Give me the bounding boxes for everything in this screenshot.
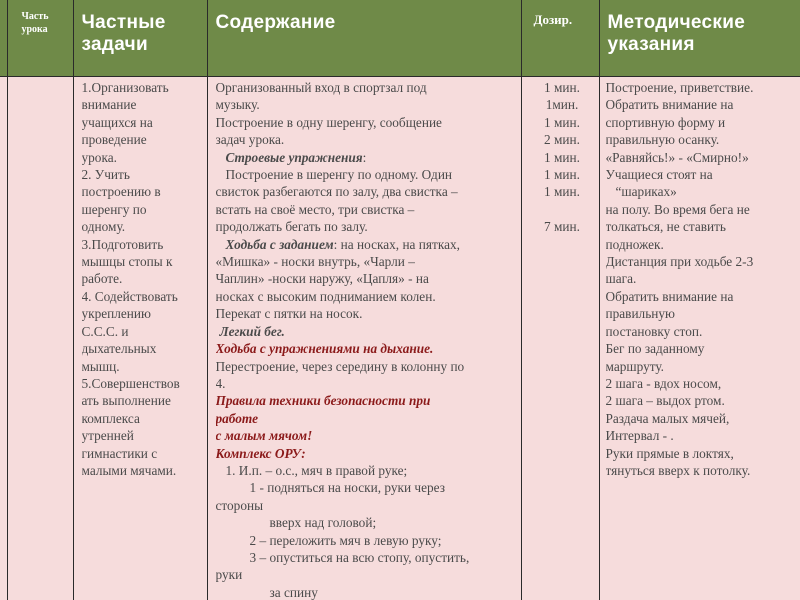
walk-title: Ходьба с заданием xyxy=(225,236,334,252)
method-line: Обратить внимание на xyxy=(605,288,734,304)
content-line: Перестроение, через середину в колонну по xyxy=(215,358,465,374)
header-tasks-line2: задачи xyxy=(81,34,148,55)
header-dose-label: Дозир. xyxy=(533,12,573,27)
task-line: С.С.С. и xyxy=(81,323,129,339)
task-line: мышц. xyxy=(81,358,120,374)
exercise-line: вверх над головой; xyxy=(269,515,377,531)
content-line: Построение в одну шеренгу, сообщение xyxy=(215,114,442,130)
task-line: гимнастики с xyxy=(81,445,158,461)
methods-cell xyxy=(599,77,800,600)
dose-value: 1 мин. xyxy=(544,114,580,130)
method-line: спортивную форму и xyxy=(605,114,726,130)
task-line-text: учащихся на xyxy=(81,114,153,130)
task-line: малыми мячами. xyxy=(81,462,177,478)
drill-colon: : xyxy=(362,149,367,165)
method-line: толкаться, не ставить xyxy=(605,219,726,235)
safety-line: Правила техники безопасности при xyxy=(215,393,431,409)
task-line: комплекса xyxy=(81,410,140,426)
method-line: Руки прямые в локтях, xyxy=(605,445,734,461)
header-tasks xyxy=(73,0,207,77)
walk-heading xyxy=(216,236,517,253)
safety-line: работе xyxy=(215,410,258,426)
safety-line: с малым мячом! xyxy=(215,428,313,444)
content-line: продолжать бегать по залу. xyxy=(215,219,368,235)
method-line: “шариках» xyxy=(615,184,677,200)
content-line: носках с высоким подниманием колен. xyxy=(215,288,436,304)
oru-heading: Комплекс ОРУ: xyxy=(215,445,306,461)
exercise-line: 2 – переложить мяч в левую руку; xyxy=(249,532,442,548)
content-line: «Мишка» - носки внутрь, «Чарли – xyxy=(215,254,415,270)
method-line: правильную xyxy=(605,306,675,322)
header-part-line1: Часть xyxy=(21,11,49,22)
method-line: Построение, приветствие. xyxy=(605,80,754,95)
task-line: утренней xyxy=(81,428,134,444)
dose-cell xyxy=(521,77,599,600)
header-part-line2: урока xyxy=(21,24,48,35)
method-line: 2 шага – выдох ртом. xyxy=(605,393,725,409)
header-gutter xyxy=(0,0,7,77)
task-line: укреплению xyxy=(81,306,151,322)
dose-value: 1 мин. xyxy=(544,167,580,183)
task-line: мышцы стопы к xyxy=(81,254,173,270)
method-line: правильную осанку. xyxy=(605,132,720,148)
light-run: Легкий бег. xyxy=(219,323,285,339)
method-line: шага. xyxy=(605,271,637,287)
content-line: Чаплин» -носки наружу, «Цапля» - на xyxy=(215,271,429,287)
walk-text: : на носках, на пятках, xyxy=(333,236,460,252)
content-line: Построение в шеренгу по одному. Один xyxy=(225,167,453,183)
content-line: Перекат с пятки на носок. xyxy=(215,306,363,322)
dose-value: 1 мин. xyxy=(544,184,580,200)
header-content-label: Содержание xyxy=(215,12,336,33)
task-line: дыхательных xyxy=(81,341,157,357)
method-line: Учащиеся стоят на xyxy=(605,167,713,183)
drill-heading xyxy=(216,149,517,166)
content-line: встать на своё место, три свистка – xyxy=(215,201,415,217)
method-line: «Равняйсь!» - «Смирно!» xyxy=(605,149,749,165)
method-line: Дистанция при ходьбе 2-3 xyxy=(605,254,754,270)
exercise-line: 1. И.п. – о.с., мяч в правой руке; xyxy=(225,462,408,478)
header-row xyxy=(0,0,800,77)
task-line: 2. Учить xyxy=(81,167,130,183)
task-line: 3.Подготовить xyxy=(81,236,164,252)
dose-value: 1мин. xyxy=(545,97,579,113)
content-line: Организованный вход в спортзал под xyxy=(215,80,427,95)
method-line: Бег по заданному xyxy=(605,341,705,357)
task-line: 1.Организовать xyxy=(81,80,169,95)
method-line: Раздача малых мячей, xyxy=(605,410,730,426)
part-cell xyxy=(7,77,73,600)
exercise-line: 1 - подняться на носки, руки через xyxy=(249,480,445,496)
task-line: построению в xyxy=(81,184,161,200)
dose-value: 2 мин. xyxy=(544,132,580,148)
method-line: 2 шага - вдох носом, xyxy=(605,375,722,391)
task-line: проведение xyxy=(81,132,147,148)
task-line: ать выполнение xyxy=(81,393,171,409)
method-line: подножек. xyxy=(605,236,664,252)
task-line xyxy=(82,114,203,131)
walk-breath: Ходьба с упражнениями на дыхание. xyxy=(215,341,434,357)
method-line: Обратить внимание на xyxy=(605,97,734,113)
body-gutter xyxy=(0,77,7,600)
drill-title: Строевые упражнения xyxy=(225,149,363,165)
dose-value: 1 мин. xyxy=(544,80,580,95)
task-line: урока. xyxy=(81,149,117,165)
header-part xyxy=(7,0,73,77)
task-line: одному. xyxy=(81,219,126,235)
header-content xyxy=(207,0,521,77)
content-cell xyxy=(207,77,521,600)
header-tasks-line1: Частные xyxy=(81,12,166,33)
task-line: 4. Содействовать xyxy=(81,288,178,304)
header-dose xyxy=(521,0,599,77)
exercise-line: 3 – опуститься на всю стопу, опустить, xyxy=(249,549,470,565)
task-line: 5.Совершенствов xyxy=(81,375,180,391)
task-line: работе. xyxy=(81,271,123,287)
method-line: постановку стоп. xyxy=(605,323,703,339)
content-line: 4. xyxy=(215,375,226,391)
content-line: музыку. xyxy=(215,97,260,113)
method-line: Интервал - . xyxy=(605,428,674,444)
tasks-cell xyxy=(73,77,207,600)
dose-value: 1 мин. xyxy=(544,149,580,165)
exercise-line: руки xyxy=(215,567,243,583)
method-line: на полу. Во время бега не xyxy=(605,201,750,217)
content-line: свисток разбегаются по залу, два свистка – xyxy=(215,184,458,200)
content-line: задач урока. xyxy=(215,132,285,148)
method-line: маршруту. xyxy=(605,358,665,374)
task-line: шеренгу по xyxy=(81,201,147,217)
dose-value: 7 мин. xyxy=(544,219,580,235)
exercise-line: стороны xyxy=(215,497,264,513)
body-row xyxy=(0,77,800,600)
header-methods xyxy=(599,0,800,77)
header-methods-line1: Методические xyxy=(607,12,746,33)
header-methods-line2: указания xyxy=(607,34,695,55)
method-line: тянуться вверх к потолку. xyxy=(605,462,751,478)
exercise-line: за спину xyxy=(269,584,318,600)
dose-gap xyxy=(528,201,597,218)
task-line: внимание xyxy=(81,97,137,113)
